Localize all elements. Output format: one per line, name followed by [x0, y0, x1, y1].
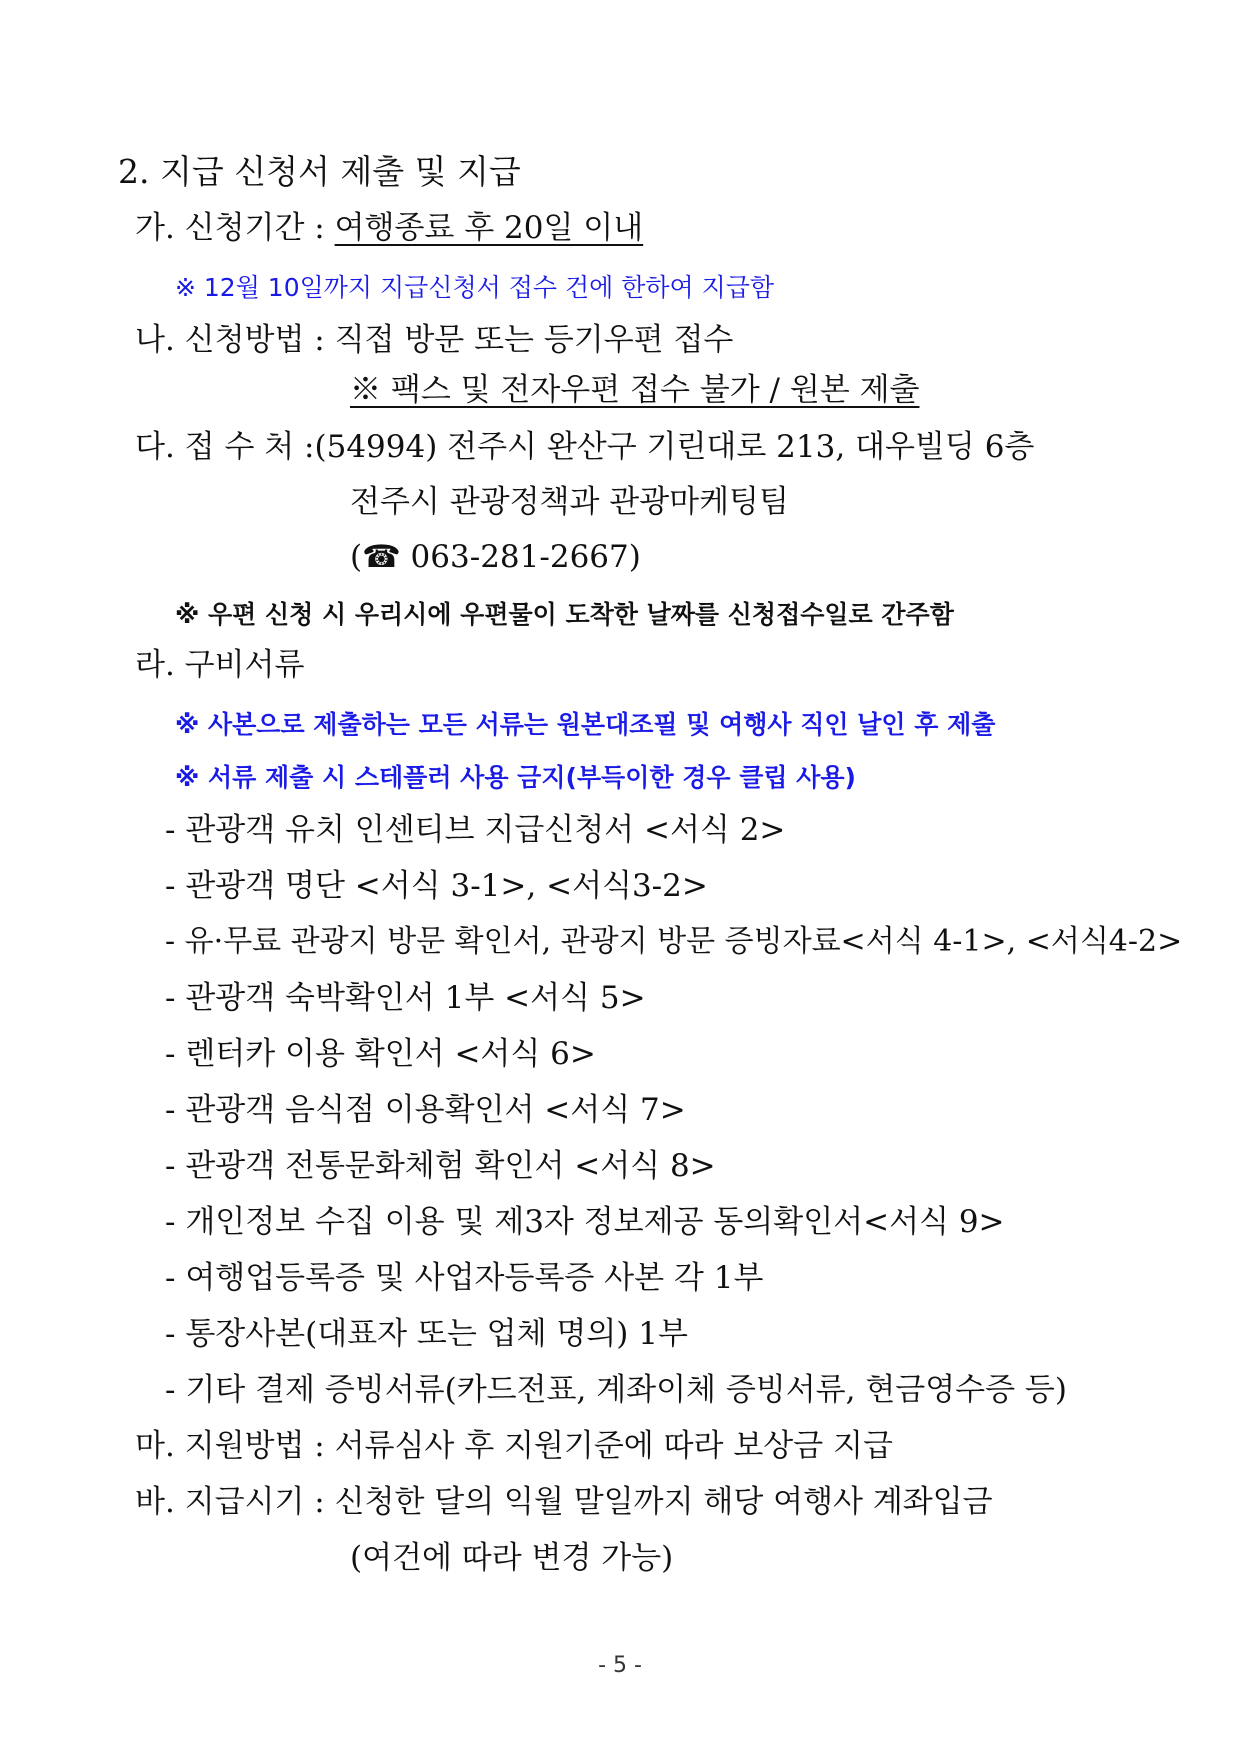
- item-ba-note: (여건에 따라 변경 가능): [350, 1540, 674, 1576]
- doc-list-item: - 통장사본(대표자 또는 업체 명의) 1부: [165, 1316, 688, 1352]
- item-ra-note-stapler: ※ 서류 제출 시 스테플러 사용 금지(부득이한 경우 클립 사용): [175, 763, 856, 792]
- doc-list-item: - 관광객 유치 인센티브 지급신청서 <서식 2>: [165, 812, 786, 848]
- doc-list-item: - 여행업등록증 및 사업자등록증 사본 각 1부: [165, 1260, 764, 1296]
- item-ga-label: 가. 신청기간 :: [135, 210, 335, 246]
- item-ra-note-copies: ※ 사본으로 제출하는 모든 서류는 원본대조필 및 여행사 직인 날인 후 제출: [175, 710, 996, 739]
- item-ba-timing: 바. 지급시기 : 신청한 달의 익월 말일까지 해당 여행사 계좌입금: [135, 1484, 993, 1520]
- item-da-phone: (☎ 063-281-2667): [350, 539, 641, 575]
- item-na-method: 나. 신청방법 : 직접 방문 또는 등기우편 접수: [135, 322, 734, 358]
- doc-list-item: - 관광객 숙박확인서 1부 <서식 5>: [165, 980, 646, 1016]
- doc-list-item: - 유·무료 관광지 방문 확인서, 관광지 방문 증빙자료<서식 4-1>, <서식4-2>: [165, 924, 1183, 959]
- item-ga-note: ※ 12월 10일까지 지급신청서 접수 건에 한하여 지급함: [175, 273, 775, 302]
- item-na-sub: ※ 팩스 및 전자우편 접수 불가 / 원본 제출: [350, 372, 920, 408]
- item-ga-period: [135, 208, 643, 248]
- item-ra-title: 라. 구비서류: [135, 647, 305, 683]
- doc-list-item: - 렌터카 이용 확인서 <서식 6>: [165, 1036, 596, 1072]
- item-da-address: 다. 접 수 처 :(54994) 전주시 완산구 기린대로 213, 대우빌딩 6층: [135, 429, 1035, 465]
- section-title: 2. 지급 신청서 제출 및 지급: [118, 152, 521, 191]
- item-da-note: ※ 우편 신청 시 우리시에 우편물이 도착한 날짜를 신청접수일로 간주함: [175, 600, 954, 629]
- doc-list-item: - 기타 결제 증빙서류(카드전표, 계좌이체 증빙서류, 현금영수증 등): [165, 1372, 1067, 1408]
- page-number: - 5 -: [598, 1653, 642, 1678]
- item-ga-value: 여행종료 후 20일 이내: [334, 210, 644, 246]
- doc-list-item: - 관광객 전통문화체험 확인서 <서식 8>: [165, 1148, 716, 1184]
- doc-list-item: - 관광객 음식점 이용확인서 <서식 7>: [165, 1092, 686, 1128]
- doc-list-item: - 관광객 명단 <서식 3-1>, <서식3-2>: [165, 868, 708, 904]
- item-ma-method: 마. 지원방법 : 서류심사 후 지원기준에 따라 보상금 지급: [135, 1428, 893, 1464]
- doc-list-item: - 개인정보 수집 이용 및 제3자 정보제공 동의확인서<서식 9>: [165, 1204, 1005, 1240]
- item-da-department: 전주시 관광정책과 관광마케팅팀: [350, 484, 789, 520]
